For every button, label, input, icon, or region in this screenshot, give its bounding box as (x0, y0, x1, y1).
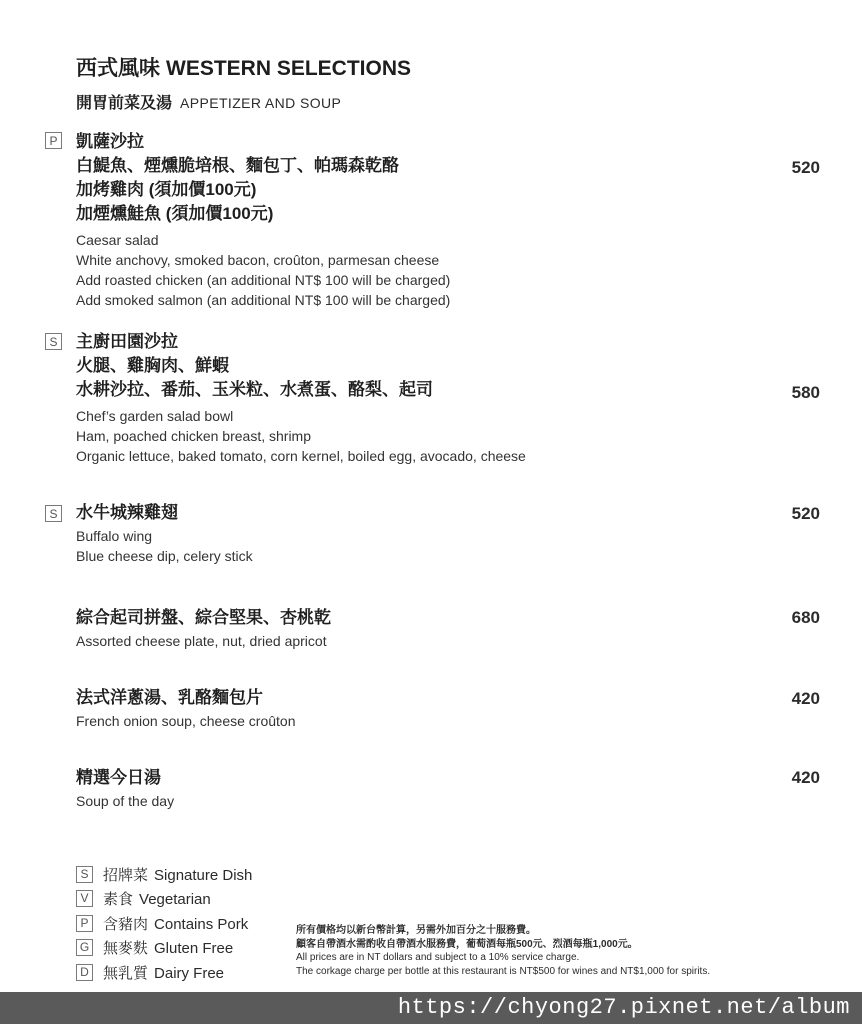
legend-code: P (76, 915, 93, 932)
note-en-service: All prices are in NT dollars and subject to a 10% service charge. (296, 952, 580, 963)
legend-item (76, 862, 252, 887)
item-name-en: Buffalo wing (76, 528, 153, 544)
item-price: 680 (791, 608, 820, 627)
item-name-en: Caesar salad (76, 232, 159, 248)
item-name-cn: 凱薩沙拉 (76, 132, 144, 151)
legend-en: Contains Pork (154, 915, 249, 933)
legend-code: S (76, 866, 93, 883)
legend-cn: 含豬肉 (103, 915, 149, 933)
item-price: 420 (791, 768, 820, 787)
item-name-en: Soup of the day (76, 793, 175, 809)
legend-item (76, 936, 252, 961)
item-name-en: Chef’s garden salad bowl (76, 408, 234, 424)
title-cn: 西式風味 (76, 57, 160, 80)
legend (76, 862, 252, 985)
watermark-url: https://chyong27.pixnet.net/album (397, 995, 850, 1020)
legend-item (76, 960, 252, 985)
signature-badge: S (45, 333, 62, 350)
section-en: APPETIZER AND SOUP (180, 95, 342, 111)
item-price: 520 (791, 158, 820, 177)
legend-cn: 素食 (103, 891, 134, 909)
item-price: 580 (791, 383, 820, 402)
item-desc-en: Ham, poached chicken breast, shrimp (76, 428, 311, 444)
item-desc-cn: 白鯷魚、煙燻脆培根、麵包丁、帕瑪森乾酪 (76, 156, 399, 175)
signature-badge: S (45, 505, 62, 522)
signature-badge-pork: P (45, 132, 62, 149)
section-cn: 開胃前菜及湯 (76, 95, 173, 112)
legend-cn: 無麥麩 (103, 940, 149, 958)
legend-code: G (76, 939, 93, 956)
item-desc-en: Add roasted chicken (an additional NT$ 100 will be charged) (76, 272, 451, 288)
note-cn-corkage: 顧客自帶酒水需酌收自帶酒水服務費，葡萄酒每瓶500元、烈酒每瓶1,000元。 (296, 938, 638, 950)
item-price: 520 (791, 504, 820, 523)
item-price: 420 (791, 689, 820, 708)
note-en-corkage: The corkage charge per bottle at this restaurant is NT$500 for wines and NT$1,000 for spirits. (296, 965, 711, 977)
menu-item (76, 330, 776, 466)
note-cn-service: 所有價格均以新台幣計算，另需外加百分之十服務費。 (296, 925, 536, 936)
legend-en: Gluten Free (154, 940, 234, 958)
item-desc-cn: 加烤雞肉 (須加價100元) (76, 180, 257, 199)
menu-item (76, 686, 776, 731)
item-desc-en: Add smoked salmon (an additional NT$ 100 will be charged) (76, 292, 451, 308)
item-desc-cn: 火腿、雞胸肉、鮮蝦 (76, 356, 229, 375)
menu-item (76, 606, 776, 651)
item-desc-en: Blue cheese dip, celery stick (76, 548, 253, 564)
legend-en: Vegetarian (139, 891, 211, 909)
legend-en: Signature Dish (154, 866, 253, 884)
legend-item (76, 887, 252, 912)
title-en: WESTERN SELECTIONS (166, 57, 412, 80)
item-name-cn: 法式洋蔥湯、乳酪麵包片 (76, 688, 263, 707)
legend-code: V (76, 890, 93, 907)
section-title (76, 90, 341, 113)
menu-item (76, 501, 776, 566)
item-desc-cn: 加煙燻鮭魚 (須加價100元) (76, 204, 274, 223)
item-desc-en: White anchovy, smoked bacon, croûton, parmesan cheese (76, 252, 440, 268)
menu-item (76, 130, 776, 310)
menu-item (76, 766, 776, 811)
legend-en: Dairy Free (154, 964, 225, 982)
item-name-cn: 精選今日湯 (76, 768, 161, 787)
watermark-bar (0, 992, 862, 1024)
item-desc-cn: 水耕沙拉、番茄、玉米粒、水煮蛋、酪梨、起司 (76, 380, 433, 399)
legend-cn: 招牌菜 (103, 866, 149, 884)
item-desc-en: Organic lettuce, baked tomato, corn kernel, boiled egg, avocado, cheese (76, 448, 526, 464)
page-title (76, 52, 411, 82)
item-name-en: French onion soup, cheese croûton (76, 713, 296, 729)
item-name-en: Assorted cheese plate, nut, dried apricot (76, 633, 327, 649)
legend-code: D (76, 964, 93, 981)
item-name-cn: 綜合起司拼盤、綜合堅果、杏桃乾 (76, 608, 331, 627)
item-name-cn: 水牛城辣雞翅 (76, 503, 178, 522)
price-notes (296, 924, 710, 978)
legend-cn: 無乳質 (103, 964, 149, 982)
item-name-cn: 主廚田園沙拉 (76, 332, 178, 351)
legend-item (76, 911, 252, 936)
